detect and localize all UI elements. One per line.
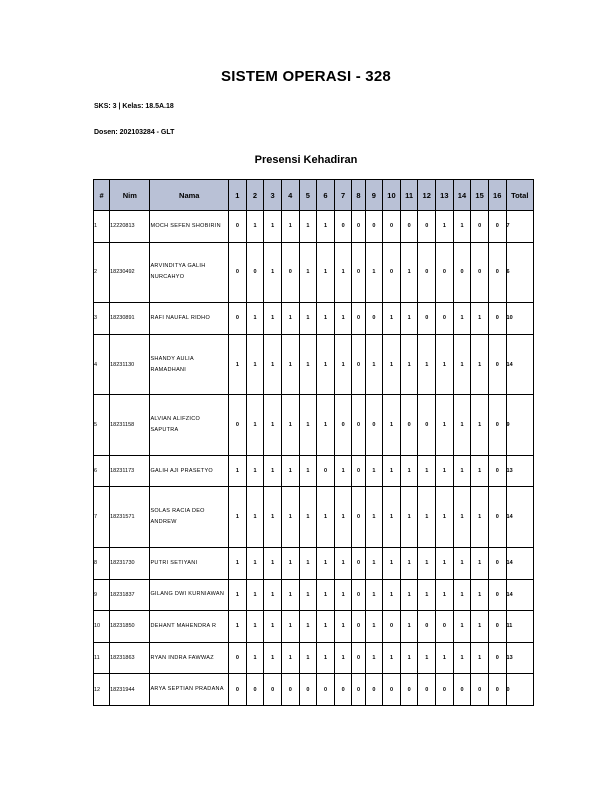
attendance-total: 7 [506, 211, 533, 243]
attendance-cell: 0 [488, 487, 506, 548]
attendance-total: 9 [506, 395, 533, 456]
attendance-cell: 1 [471, 611, 489, 643]
attendance-cell: 0 [334, 674, 352, 706]
attendance-cell: 1 [418, 455, 436, 487]
attendance-cell: 1 [229, 611, 247, 643]
attendance-cell: 0 [436, 303, 454, 335]
attendance-cell: 1 [471, 642, 489, 674]
header-row [94, 180, 534, 211]
attendance-cell: 1 [453, 487, 471, 548]
attendance-cell: 1 [436, 642, 454, 674]
attendance-total: 14 [506, 334, 533, 395]
attendance-cell: 1 [264, 642, 282, 674]
attendance-cell: 0 [436, 674, 454, 706]
attendance-cell: 1 [383, 579, 401, 611]
attendance-total: 6 [506, 242, 533, 303]
attendance-cell: 1 [453, 395, 471, 456]
attendance-cell: 1 [317, 334, 335, 395]
column-header: 8 [352, 180, 365, 211]
column-header: 16 [488, 180, 506, 211]
column-header: 5 [299, 180, 317, 211]
attendance-cell: 0 [488, 455, 506, 487]
attendance-cell: 1 [317, 642, 335, 674]
attendance-cell: 1 [453, 334, 471, 395]
attendance-cell: 1 [418, 487, 436, 548]
table-row [94, 334, 534, 395]
attendance-cell: 1 [334, 334, 352, 395]
attendance-total: 0 [506, 674, 533, 706]
student-name: DEHANT MAHENDRA R [150, 611, 229, 643]
attendance-cell: 0 [352, 642, 365, 674]
attendance-total: 14 [506, 547, 533, 579]
attendance-cell: 0 [471, 242, 489, 303]
attendance-cell: 1 [334, 611, 352, 643]
attendance-cell: 1 [453, 547, 471, 579]
attendance-cell: 0 [352, 547, 365, 579]
attendance-cell: 1 [317, 487, 335, 548]
attendance-cell: 0 [229, 211, 247, 243]
attendance-cell: 0 [471, 674, 489, 706]
attendance-cell: 1 [264, 547, 282, 579]
student-id: 18231850 [110, 611, 150, 643]
student-id: 18230492 [110, 242, 150, 303]
student-name: RYAN INDRA FAWWAZ [150, 642, 229, 674]
attendance-cell: 1 [436, 455, 454, 487]
attendance-cell: 1 [299, 642, 317, 674]
row-number: 3 [94, 303, 110, 335]
attendance-cell: 0 [352, 611, 365, 643]
student-name: MOCH SEFEN SHOBIRIN [150, 211, 229, 243]
table-row [94, 579, 534, 611]
attendance-cell: 1 [334, 242, 352, 303]
attendance-cell: 1 [281, 547, 299, 579]
attendance-cell: 1 [317, 211, 335, 243]
column-header: 4 [281, 180, 299, 211]
attendance-cell: 0 [488, 334, 506, 395]
attendance-cell: 1 [400, 334, 418, 395]
attendance-cell: 1 [400, 242, 418, 303]
attendance-cell: 1 [453, 611, 471, 643]
attendance-cell: 1 [383, 334, 401, 395]
column-header: Nim [110, 180, 150, 211]
row-number: 5 [94, 395, 110, 456]
table-row [94, 611, 534, 643]
table-row [94, 642, 534, 674]
column-header: 15 [471, 180, 489, 211]
attendance-cell: 0 [352, 242, 365, 303]
attendance-cell: 0 [383, 611, 401, 643]
attendance-cell: 0 [418, 211, 436, 243]
attendance-cell: 1 [281, 487, 299, 548]
attendance-cell: 1 [334, 579, 352, 611]
attendance-cell: 1 [453, 455, 471, 487]
column-header: 14 [453, 180, 471, 211]
attendance-cell: 1 [365, 611, 383, 643]
student-id: 18230891 [110, 303, 150, 335]
attendance-cell: 1 [471, 579, 489, 611]
attendance-cell: 1 [246, 611, 264, 643]
attendance-cell: 1 [365, 334, 383, 395]
attendance-cell: 0 [352, 211, 365, 243]
attendance-cell: 1 [365, 455, 383, 487]
attendance-cell: 1 [471, 303, 489, 335]
attendance-cell: 1 [436, 547, 454, 579]
attendance-cell: 1 [436, 334, 454, 395]
attendance-cell: 0 [488, 611, 506, 643]
attendance-cell: 1 [334, 455, 352, 487]
student-id: 18231944 [110, 674, 150, 706]
attendance-cell: 0 [453, 674, 471, 706]
attendance-cell: 0 [246, 242, 264, 303]
attendance-cell: 1 [365, 579, 383, 611]
attendance-cell: 1 [281, 642, 299, 674]
attendance-cell: 1 [246, 303, 264, 335]
attendance-cell: 1 [281, 579, 299, 611]
attendance-cell: 0 [418, 303, 436, 335]
attendance-cell: 1 [317, 303, 335, 335]
attendance-cell: 0 [436, 611, 454, 643]
attendance-cell: 1 [281, 303, 299, 335]
row-number: 8 [94, 547, 110, 579]
attendance-cell: 1 [317, 242, 335, 303]
attendance-cell: 1 [383, 455, 401, 487]
student-id: 18231158 [110, 395, 150, 456]
table-row [94, 547, 534, 579]
attendance-cell: 1 [418, 334, 436, 395]
column-header: 12 [418, 180, 436, 211]
attendance-cell: 1 [400, 303, 418, 335]
table-caption: Presensi Kehadiran [254, 154, 358, 166]
table-row [94, 395, 534, 456]
attendance-cell: 0 [229, 395, 247, 456]
attendance-total: 14 [506, 579, 533, 611]
attendance-cell: 1 [264, 455, 282, 487]
attendance-cell: 0 [365, 303, 383, 335]
attendance-total: 10 [506, 303, 533, 335]
column-header: 6 [317, 180, 335, 211]
row-number: 10 [94, 611, 110, 643]
attendance-cell: 0 [383, 674, 401, 706]
student-id: 12220813 [110, 211, 150, 243]
attendance-cell: 1 [418, 579, 436, 611]
attendance-cell: 0 [488, 547, 506, 579]
attendance-cell: 1 [264, 242, 282, 303]
attendance-cell: 1 [317, 611, 335, 643]
attendance-cell: 1 [471, 455, 489, 487]
attendance-cell: 1 [299, 242, 317, 303]
attendance-cell: 0 [264, 674, 282, 706]
attendance-cell: 1 [436, 579, 454, 611]
attendance-cell: 1 [334, 642, 352, 674]
attendance-cell: 1 [264, 334, 282, 395]
column-header: 10 [383, 180, 401, 211]
attendance-cell: 1 [400, 611, 418, 643]
attendance-cell: 1 [436, 487, 454, 548]
attendance-cell: 1 [436, 211, 454, 243]
row-number: 7 [94, 487, 110, 548]
attendance-table [93, 179, 534, 706]
attendance-cell: 0 [418, 242, 436, 303]
attendance-cell: 1 [264, 211, 282, 243]
attendance-cell: 1 [334, 487, 352, 548]
column-header: Nama [150, 180, 229, 211]
row-number: 6 [94, 455, 110, 487]
attendance-cell: 0 [334, 395, 352, 456]
attendance-cell: 1 [453, 211, 471, 243]
column-header: # [94, 180, 110, 211]
attendance-cell: 1 [229, 455, 247, 487]
student-name: SHANDY AULIA RAMADHANI [150, 334, 229, 395]
attendance-cell: 0 [488, 642, 506, 674]
attendance-cell: 1 [436, 395, 454, 456]
attendance-cell: 1 [400, 455, 418, 487]
attendance-cell: 1 [246, 547, 264, 579]
attendance-cell: 1 [453, 579, 471, 611]
student-id: 18231730 [110, 547, 150, 579]
attendance-cell: 1 [317, 395, 335, 456]
student-name: ARVINDITYA GALIH NURCAHYO [150, 242, 229, 303]
attendance-cell: 1 [471, 487, 489, 548]
attendance-cell: 1 [299, 487, 317, 548]
page-title: SISTEM OPERASI - 328 [221, 68, 391, 85]
attendance-cell: 1 [281, 455, 299, 487]
attendance-cell: 1 [264, 303, 282, 335]
attendance-cell: 0 [365, 211, 383, 243]
attendance-cell: 1 [471, 334, 489, 395]
attendance-cell: 1 [281, 211, 299, 243]
attendance-cell: 0 [317, 455, 335, 487]
row-number: 2 [94, 242, 110, 303]
attendance-cell: 1 [299, 211, 317, 243]
attendance-cell: 1 [334, 547, 352, 579]
attendance-cell: 1 [453, 303, 471, 335]
table-row [94, 242, 534, 303]
attendance-cell: 0 [352, 303, 365, 335]
attendance-cell: 1 [383, 547, 401, 579]
attendance-cell: 0 [246, 674, 264, 706]
attendance-cell: 1 [229, 547, 247, 579]
attendance-cell: 1 [229, 334, 247, 395]
attendance-cell: 0 [400, 674, 418, 706]
attendance-cell: 0 [488, 303, 506, 335]
attendance-cell: 1 [246, 487, 264, 548]
table-row [94, 455, 534, 487]
attendance-cell: 1 [281, 395, 299, 456]
attendance-cell: 0 [334, 211, 352, 243]
attendance-cell: 1 [400, 547, 418, 579]
attendance-cell: 1 [246, 642, 264, 674]
attendance-cell: 1 [383, 487, 401, 548]
course-info: SKS: 3 | Kelas: 18.5A.18 [94, 103, 174, 110]
attendance-cell: 0 [352, 487, 365, 548]
attendance-cell: 0 [488, 579, 506, 611]
attendance-cell: 1 [246, 334, 264, 395]
attendance-cell: 1 [317, 547, 335, 579]
student-id: 18231173 [110, 455, 150, 487]
attendance-cell: 0 [488, 674, 506, 706]
student-name: RAFI NAUFAL RIDHO [150, 303, 229, 335]
column-header: 7 [334, 180, 352, 211]
attendance-cell: 1 [453, 642, 471, 674]
column-header: 9 [365, 180, 383, 211]
attendance-cell: 0 [436, 242, 454, 303]
table-row [94, 487, 534, 548]
attendance-cell: 1 [383, 395, 401, 456]
attendance-cell: 0 [453, 242, 471, 303]
attendance-cell: 1 [299, 334, 317, 395]
attendance-cell: 0 [365, 674, 383, 706]
attendance-cell: 0 [229, 674, 247, 706]
attendance-cell: 0 [488, 211, 506, 243]
attendance-cell: 0 [229, 242, 247, 303]
attendance-cell: 0 [488, 242, 506, 303]
attendance-cell: 1 [383, 642, 401, 674]
attendance-cell: 0 [365, 395, 383, 456]
attendance-cell: 0 [400, 395, 418, 456]
attendance-total: 13 [506, 455, 533, 487]
table-row [94, 303, 534, 335]
attendance-cell: 1 [299, 547, 317, 579]
student-name: SOLAS RACIA DEO ANDREW [150, 487, 229, 548]
attendance-cell: 0 [383, 211, 401, 243]
attendance-cell: 1 [299, 395, 317, 456]
attendance-cell: 1 [246, 211, 264, 243]
attendance-cell: 1 [246, 395, 264, 456]
attendance-cell: 0 [299, 674, 317, 706]
attendance-cell: 0 [418, 611, 436, 643]
attendance-cell: 1 [281, 611, 299, 643]
attendance-total: 11 [506, 611, 533, 643]
table-row [94, 674, 534, 706]
column-header: Total [506, 180, 533, 211]
attendance-cell: 1 [264, 395, 282, 456]
attendance-cell: 1 [299, 303, 317, 335]
attendance-cell: 1 [383, 303, 401, 335]
table-row [94, 211, 534, 243]
student-name: GILANG DWI KURNIAWAN [150, 579, 229, 611]
attendance-cell: 0 [229, 303, 247, 335]
attendance-cell: 0 [400, 211, 418, 243]
table-body [94, 211, 534, 706]
row-number: 12 [94, 674, 110, 706]
attendance-cell: 0 [471, 211, 489, 243]
student-id: 18231130 [110, 334, 150, 395]
student-name: GALIH AJI PRASETYO [150, 455, 229, 487]
attendance-cell: 0 [352, 579, 365, 611]
student-id: 18231837 [110, 579, 150, 611]
attendance-cell: 0 [317, 674, 335, 706]
row-number: 9 [94, 579, 110, 611]
attendance-cell: 1 [246, 455, 264, 487]
attendance-cell: 1 [365, 242, 383, 303]
attendance-cell: 1 [418, 547, 436, 579]
attendance-cell: 0 [488, 395, 506, 456]
attendance-cell: 0 [281, 674, 299, 706]
attendance-total: 14 [506, 487, 533, 548]
student-id: 18231863 [110, 642, 150, 674]
attendance-cell: 1 [299, 611, 317, 643]
attendance-cell: 1 [299, 579, 317, 611]
student-name: PUTRI SETIYANI [150, 547, 229, 579]
attendance-cell: 0 [281, 242, 299, 303]
attendance-cell: 1 [264, 487, 282, 548]
lecturer-info: Dosen: 202103284 - GLT [94, 129, 175, 136]
column-header: 2 [246, 180, 264, 211]
attendance-cell: 0 [229, 642, 247, 674]
row-number: 4 [94, 334, 110, 395]
attendance-cell: 0 [352, 395, 365, 456]
attendance-cell: 0 [418, 674, 436, 706]
attendance-cell: 1 [471, 395, 489, 456]
attendance-cell: 1 [365, 487, 383, 548]
attendance-cell: 0 [352, 674, 365, 706]
attendance-cell: 1 [229, 579, 247, 611]
attendance-cell: 1 [400, 487, 418, 548]
attendance-cell: 1 [281, 334, 299, 395]
attendance-cell: 1 [471, 547, 489, 579]
attendance-cell: 1 [400, 642, 418, 674]
student-name: ARYA SEPTIAN PRADANA [150, 674, 229, 706]
attendance-cell: 1 [264, 611, 282, 643]
attendance-cell: 1 [365, 547, 383, 579]
attendance-cell: 1 [264, 579, 282, 611]
attendance-cell: 1 [299, 455, 317, 487]
attendance-cell: 1 [334, 303, 352, 335]
attendance-cell: 1 [229, 487, 247, 548]
attendance-cell: 0 [383, 242, 401, 303]
row-number: 1 [94, 211, 110, 243]
attendance-cell: 0 [418, 395, 436, 456]
student-name: ALVIAN ALIFZICO SAPUTRA [150, 395, 229, 456]
row-number: 11 [94, 642, 110, 674]
attendance-cell: 1 [317, 579, 335, 611]
column-header: 13 [436, 180, 454, 211]
attendance-cell: 1 [418, 642, 436, 674]
attendance-cell: 0 [352, 334, 365, 395]
attendance-total: 13 [506, 642, 533, 674]
column-header: 11 [400, 180, 418, 211]
attendance-cell: 1 [365, 642, 383, 674]
attendance-cell: 1 [246, 579, 264, 611]
column-header: 3 [264, 180, 282, 211]
column-header: 1 [229, 180, 247, 211]
student-id: 18231571 [110, 487, 150, 548]
attendance-cell: 0 [352, 455, 365, 487]
attendance-cell: 1 [400, 579, 418, 611]
